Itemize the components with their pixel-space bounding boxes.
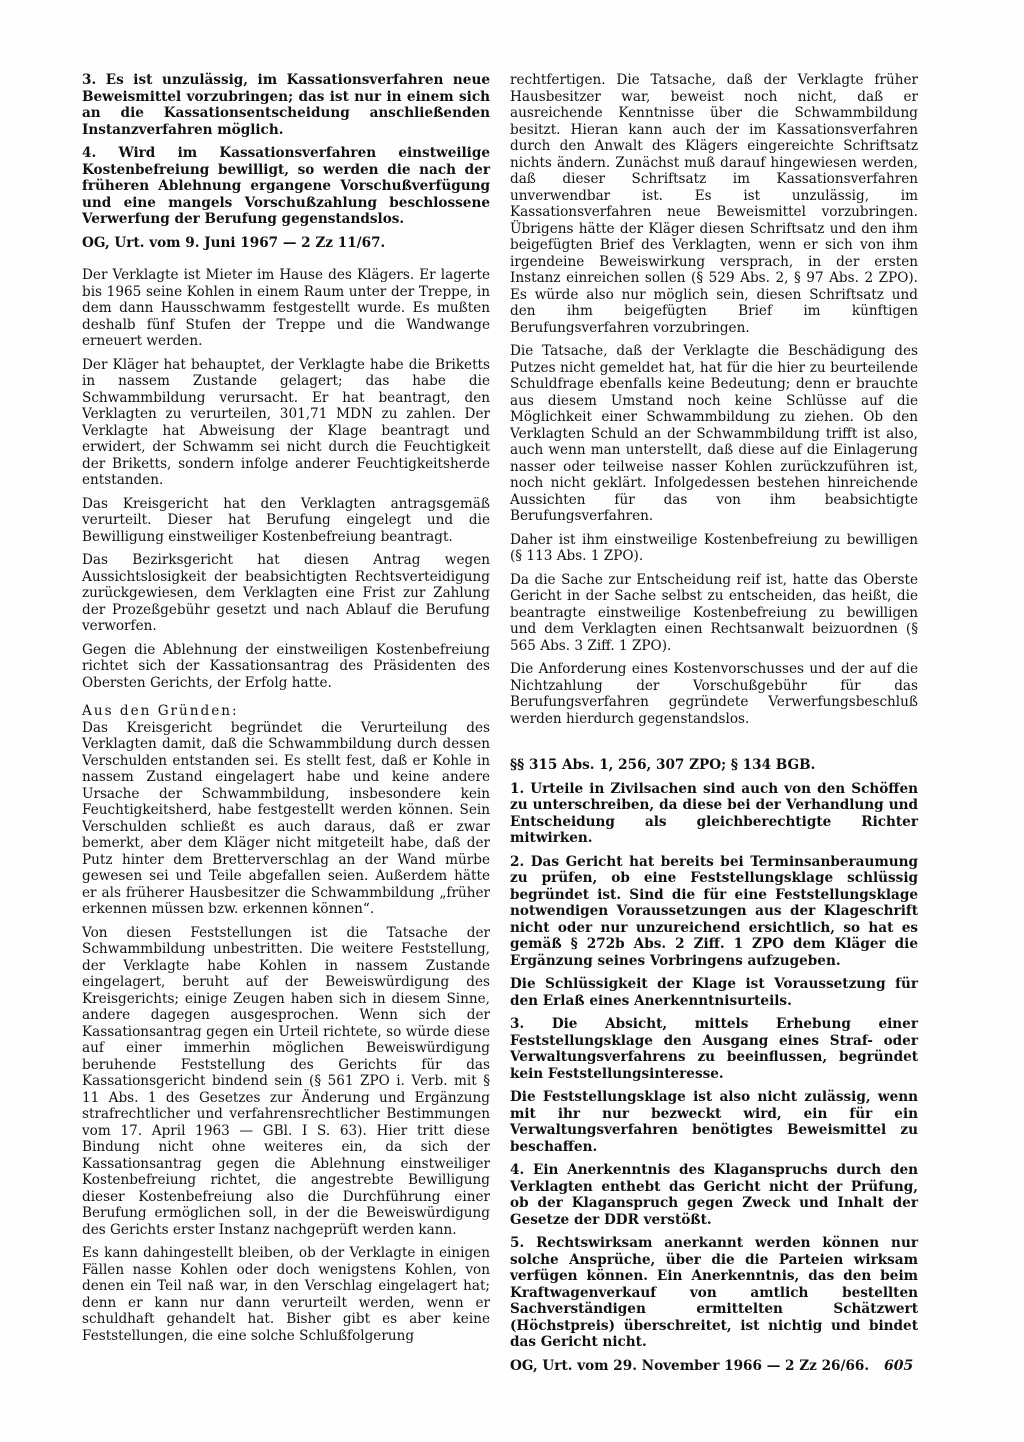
- left-column-paragraph: Es kann dahingestellt bleiben, ob der Verklagte in einigen Fällen nasse Kohlen oder doch wenigstens Kohlen, von denen ein Teil naß war, in den Verschlag eingelagert hat; denn er kann nur dann verurteilt werden, wenn er schuldhaft gehandelt hat. Bisher gibt es aber keine Feststellungen, die eine solche Schlußfolgerung: [82, 1245, 490, 1344]
- right-column-paragraph: Da die Sache zur Entscheidung reif ist, hatte das Oberste Gericht in der Sache selbst zu entscheiden, das heißt, die beantragte einstweilige Kostenbefreiung zu bewilligen und dem Verklagten einen Rechtsanwalt beizuordnen (§ 565 Abs. 3 Ziff. 1 ZPO).: [510, 571, 918, 654]
- right-column-paragraph: rechtfertigen. Die Tatsache, daß der Verklagte früher Hausbesitzer war, beweist noch nicht, daß er ausreichende Kenntnisse über die Schwammbildung besitzt. Hieran kann auch der im Kassationsverfahren durch den Anwalt des Klägers eingereichte Schriftsatz nichts ändern. Zunächst muß darauf hingewiesen werden, daß dieser Schriftsatz im Kassationsverfahren unverwendbar ist. Es ist unzulässig, im Kassationsverfahren neue Beweismittel vorzubringen. Übrigens hätte der Kläger diesen Schriftsatz und den ihm beigefügten Brief des Verklagten, wenn er sich von ihm irgendeine Beweiswirkung versprach, in der ersten Instanz einreichen sollen (§ 529 Abs. 2, § 97 Abs. 2 ZPO). Es würde also nur möglich sein, diesen Schriftsatz und den ihm beigefügten Brief im künftigen Berufungsverfahren vorzubringen.: [510, 72, 918, 336]
- right-column-paragraph: Daher ist ihm einstweilige Kostenbefreiung zu bewilligen (§ 113 Abs. 1 ZPO).: [510, 531, 918, 564]
- right-column-paragraph: Die Tatsache, daß der Verklagte die Beschädigung des Putzes nicht gemeldet hat, hat für die hier zu beurteilende Schuldfrage ebenfalls keine Bedeutung; denn er brauchte aus diesem Umstand noch keine Schlüsse auf die Möglichkeit einer Schwammbildung zu ziehen. Ob den Verklagten Schuld an der Schwammbildung trifft ist also, auch wenn man unterstellt, daß diese auf die Einlagerung nasser oder teilweise nasser Kohlen zurückzuführen ist, noch nicht geklärt. Infolgedessen bestehen hinreichende Aussichten für das von ihm beabsichtigte Berufungsverfahren.: [510, 343, 918, 524]
- right-column-paragraph: Die Feststellungsklage ist also nicht zulässig, wenn mit ihr nur bezweckt wird, ein für ein Verwaltungsverfahren benötigtes Beweismittel zu beschaffen.: [510, 1089, 918, 1155]
- left-column-paragraph: Das Kreisgericht begründet die Verurteilung des Verklagten damit, daß die Schwammbildung durch dessen Verschulden entstanden sei. Es stellt fest, daß er Kohle in nassem Zustand eingelagert habe und keine andere Ursache der Schwammbildung, insbesondere kein Feuchtigkeitsherd, habe festgestellt werden können. Sein Verschulden schließt es auch daraus, daß er zwar bemerkt, aber dem Kläger nicht mitgeteilt habe, daß der Putz hinter dem Bretterverschlag an der Wand mürbe gewesen sei und Teile abgefallen seien. Außerdem hätte er als früherer Hausbesitzer die Schwammbildung „früher erkennen müssen bzw. erkennen können“.: [82, 719, 490, 917]
- left-column-paragraph: Von diesen Feststellungen ist die Tatsache der Schwammbildung unbestritten. Die weitere Feststellung, der Verklagte habe Kohlen in nassem Zustande eingelagert, beruht auf der Beweiswürdigung des Kreisgerichts; einige Zeugen haben sich in diesem Sinne, andere dagegen ausgesprochen. Wenn sich der Kassationsantrag gegen ein Urteil richtete, so würde diese auf einer immerhin möglichen Beweiswürdigung beruhende Feststellung des Gerichts für das Kassationsgericht bindend sein (§ 561 ZPO i. Verb. mit § 11 Abs. 1 des Gesetzes zur Änderung und Ergänzung strafrechtlicher und verfahrensrechtlicher Bestimmungen vom 17. April 1963 — GBl. I S. 63). Hier tritt diese Bindung nicht ohne weiteres ein, da sich der Kassationsantrag gegen die Ablehnung einstweiliger Kostenbefreiung richtet, die angestrebte Bewilligung dieser Kostenbefreiung also die Durchführung einer Berufung ermöglichen soll, in der die Beweiswürdigung des Gerichts erster Instanz nachgeprüft werden kann.: [82, 924, 490, 1238]
- left-column-paragraph: Aus den Gründen:: [82, 703, 239, 719]
- right-column-paragraph: 1. Urteile in Zivilsachen sind auch von den Schöffen zu unterschreiben, da diese bei der Verhandlung und Entscheidung als gleichberechtigte Richter mitwirken.: [510, 780, 918, 846]
- right-column-paragraph: Die Anforderung eines Kostenvorschusses und der auf die Nichtzahlung der Vorschußgebühr für das Berufungsverfahren gegründete Verwerfungsbeschluß werden hierdurch gegenstandslos.: [510, 661, 918, 727]
- left-column: [82, 72, 490, 1351]
- page-number: 605: [884, 1358, 914, 1374]
- right-column-paragraph: Die Schlüssigkeit der Klage ist Voraussetzung für den Erlaß eines Anerkenntnisurteils.: [510, 976, 918, 1009]
- left-column-paragraph: Gegen die Ablehnung der einstweiligen Kostenbefreiung richtet sich der Kassationsantrag des Präsidenten des Obersten Gerichts, der Erfolg hatte.: [82, 641, 490, 691]
- right-column-paragraph: OG, Urt. vom 29. November 1966 — 2 Zz 26/66.: [510, 1357, 870, 1374]
- left-column-paragraph: Das Bezirksgericht hat diesen Antrag wegen Aussichtslosigkeit der beabsichtigten Rechtsverteidigung zurückgewiesen, dem Verklagten eine Frist zur Zahlung der Prozeßgebühr gesetzt und nach Ablauf die Berufung verworfen.: [82, 552, 490, 634]
- right-column-paragraph: 3. Die Absicht, mittels Erhebung einer Feststellungsklage den Ausgang eines Straf- oder Verwaltungsverfahrens zu beeinflussen, begründet kein Feststellungsinteresse.: [510, 1016, 918, 1082]
- left-column-paragraph: Der Verklagte ist Mieter im Hause des Klägers. Er lagerte bis 1965 seine Kohlen in einem Raum unter der Treppe, in dem dann Hausschwamm festgestellt wurde. Es mußten deshalb fünf Stufen der Treppe und die Wandwange erneuert werden.: [82, 267, 490, 349]
- left-column-paragraph: 4. Wird im Kassationsverfahren einstweilige Kostenbefreiung bewilligt, so werden die nach der früheren Ablehnung ergangene Vorschußverfügung und eine mangels Vorschußzahlung beschlossene Verwerfung der Berufung gegenstandslos.: [82, 145, 490, 227]
- right-column-paragraph: 2. Das Gericht hat bereits bei Terminsanberaumung zu prüfen, ob eine Feststellungsklage schlüssig begründet ist. Sind die für eine Feststellungsklage notwendigen Voraussetzungen aus der Klageschrift nicht oder nur unzureichend ersichtlich, so hat es gemäß § 272b Abs. 2 Ziff. 1 ZPO dem Kläger die Ergänzung seines Vorbringens aufzugeben.: [510, 853, 918, 969]
- right-column-paragraph: §§ 315 Abs. 1, 256, 307 ZPO; § 134 BGB.: [510, 757, 816, 773]
- right-column: [510, 72, 918, 1381]
- left-column-paragraph: Der Kläger hat behauptet, der Verklagte habe die Briketts in nassem Zustande gelagert; das habe die Schwammbildung verursacht. Er hat beantragt, den Verklagten zu verurteilen, 301,71 MDN zu zahlen. Der Verklagte hat Abweisung der Klage beantragt und erwidert, der Schwamm sei nicht durch die Feuchtigkeit der Briketts, sondern infolge anderer Feuchtigkeitsherde entstanden.: [82, 356, 490, 488]
- left-column-paragraph: 3. Es ist unzulässig, im Kassationsverfahren neue Beweismittel vorzubringen; das ist nur in einem sich an die Kassationsentscheidung anschließenden Instanzverfahren möglich.: [82, 72, 490, 138]
- right-column-paragraph: 4. Ein Anerkenntnis des Klaganspruchs durch den Verklagten enthebt das Gericht nicht der Prüfung, ob der Klaganspruch gegen Zweck und Inhalt der Gesetze der DDR verstößt.: [510, 1162, 918, 1228]
- left-column-paragraph: Das Kreisgericht hat den Verklagten antragsgemäß verurteilt. Dieser hat Berufung eingelegt und die Bewilligung einstweiliger Kostenbefreiung beantragt.: [82, 495, 490, 545]
- right-column-paragraph: 5. Rechtswirksam anerkannt werden können nur solche Ansprüche, über die die Parteien wirksam verfügen können. Ein Anerkenntnis, das den beim Kraftwagenverkauf von amtlich bestellten Sachverständigen ermittelten Schätzwert (Höchstpreis) überschreitet, ist nichtig und bindet das Gericht nicht.: [510, 1235, 918, 1350]
- left-column-paragraph: OG, Urt. vom 9. Juni 1967 — 2 Zz 11/67.: [82, 234, 386, 251]
